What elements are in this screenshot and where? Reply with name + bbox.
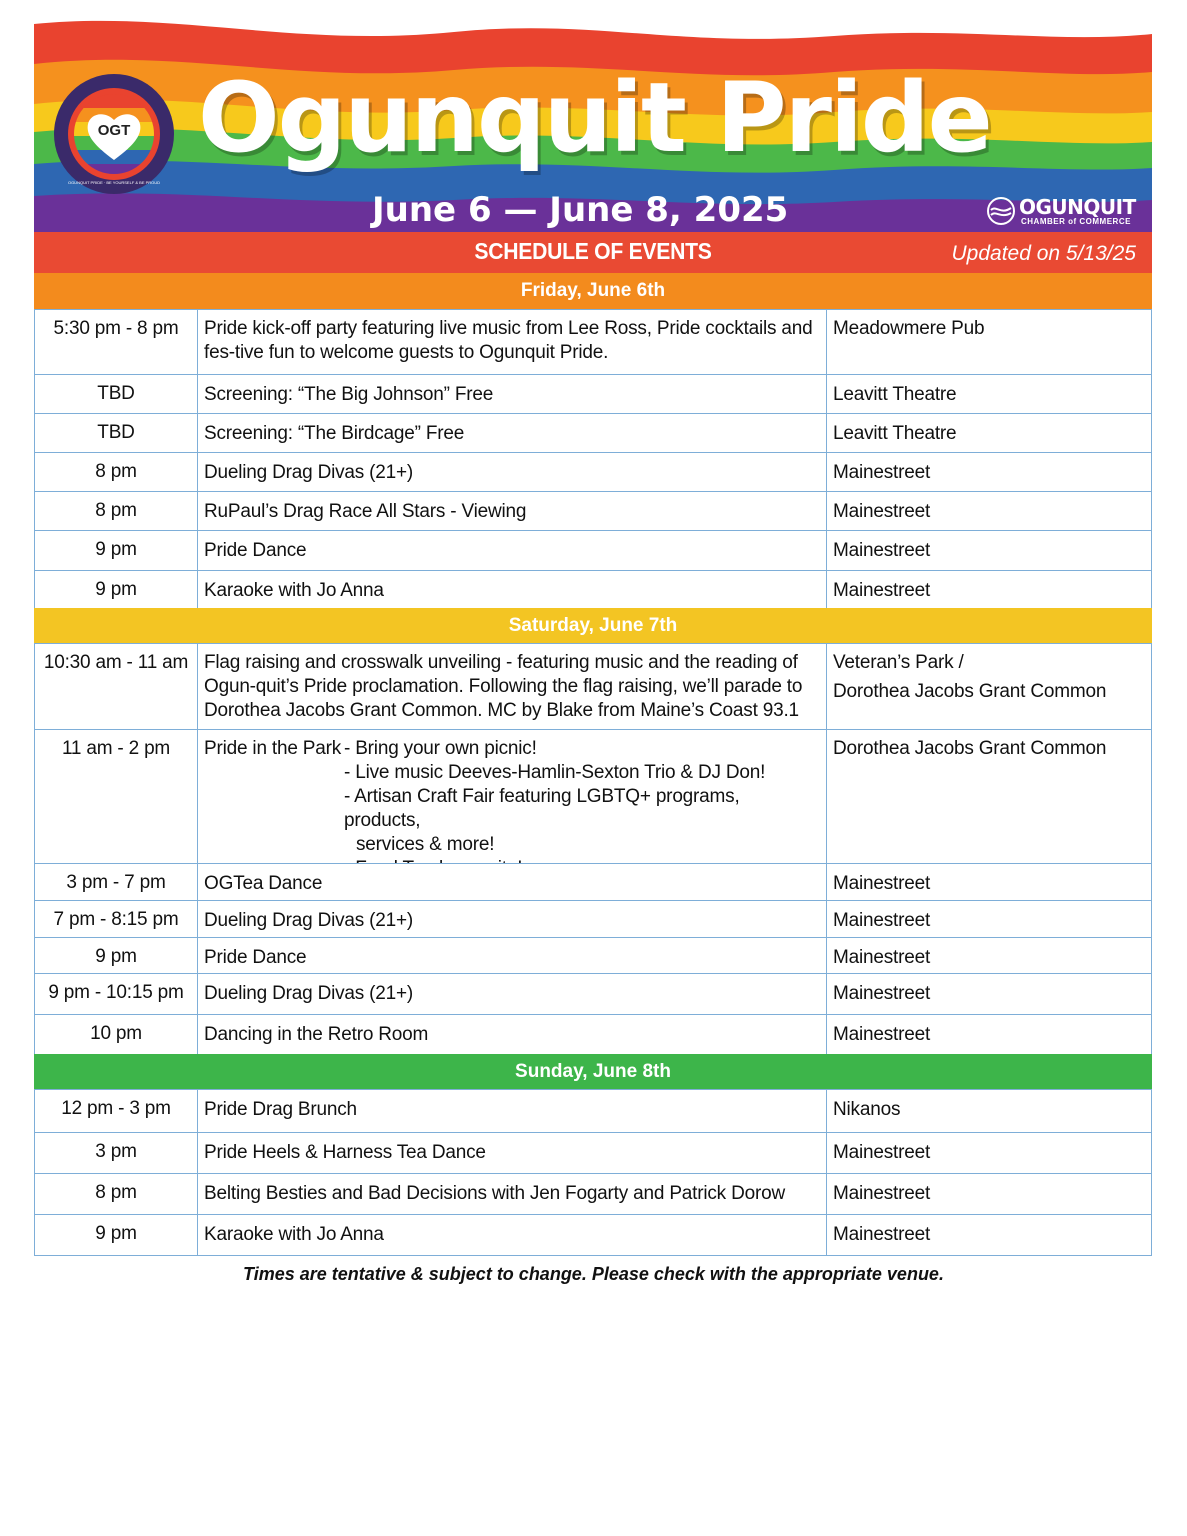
day-header-sunday: Sunday, June 8th (34, 1054, 1152, 1090)
event-time: 9 pm (35, 938, 198, 973)
event-venue: Leavitt Theatre (833, 423, 957, 444)
table-row (34, 452, 1152, 492)
table-row (34, 530, 1152, 571)
event-venue: Mainestreet (833, 540, 931, 561)
event-time: 9 pm (35, 1215, 198, 1255)
event-time: 5:30 pm - 8 pm (35, 310, 198, 374)
list-item: services & more! (356, 834, 495, 855)
table-row (34, 570, 1152, 609)
event-venue: Mainestreet (833, 1224, 931, 1245)
event-time: 9 pm (35, 571, 198, 608)
page-title: Ogunquit Pride (198, 62, 991, 174)
event-description: Karaoke with Jo Anna (198, 1215, 827, 1255)
event-description: Dueling Drag Divas (21+) (198, 974, 827, 1014)
event-description: Pride kick-off party featuring live music from Lee Ross, Pride cocktails and fes-tive fun to welcome guests to Ogunquit Pride. (198, 310, 827, 374)
event-time: 9 pm - 10:15 pm (35, 974, 198, 1014)
event-description: Flag raising and crosswalk unveiling - featuring music and the reading of Ogun-quit’s Pride proclamation. Following the flag raising, we’ll parade to Dorothea Jacobs Grant Common. MC by Blake from Maine’s Coast 93.1 (198, 644, 827, 729)
table-row (34, 1173, 1152, 1215)
event-time: 3 pm - 7 pm (35, 864, 198, 900)
disclaimer: Times are tentative & subject to change. Please check with the appropriate venue. (243, 1264, 944, 1284)
event-dates: June 6 — June 8, 2025 (372, 190, 789, 230)
list-item: - Artisan Craft Fair featuring LGBTQ+ programs, products, (344, 786, 740, 831)
event-items (344, 737, 818, 863)
venue-line: Veteran’s Park / (833, 652, 964, 673)
chamber-logo (987, 195, 1145, 229)
table-row (34, 643, 1152, 730)
event-description: RuPaul’s Drag Race All Stars - Viewing (198, 492, 827, 530)
wave-icon (987, 197, 1015, 225)
table-row (34, 937, 1152, 974)
logo-ring-text: OGUNQUIT PRIDE · BE YOURSELF & BE PROUD (67, 180, 161, 185)
event-venue: Mainestreet (833, 1142, 931, 1163)
list-item: - Bring your own picnic! (344, 738, 537, 759)
event-time: 8 pm (35, 492, 198, 530)
event-venue: Mainestreet (833, 947, 931, 968)
event-venue: Mainestreet (833, 1183, 931, 1204)
venue-line: Dorothea Jacobs Grant Common (833, 681, 1107, 702)
event-description (198, 730, 827, 863)
event-venue: Mainestreet (833, 910, 931, 931)
chamber-subtitle: CHAMBER of COMMERCE (1021, 217, 1131, 226)
event-venue: Mainestreet (833, 1024, 931, 1045)
table-row (34, 1132, 1152, 1174)
event-time: 12 pm - 3 pm (35, 1090, 198, 1132)
event-venue: Dorothea Jacobs Grant Common (833, 738, 1107, 759)
event-time: TBD (35, 375, 198, 413)
event-description: Karaoke with Jo Anna (198, 571, 827, 608)
schedule-header (34, 232, 1152, 273)
logo-center-text: OGT (97, 122, 131, 139)
event-venue (827, 644, 1151, 729)
event-time: 11 am - 2 pm (35, 730, 198, 863)
event-description: Pride Heels & Harness Tea Dance (198, 1133, 827, 1173)
event-time: 7 pm - 8:15 pm (35, 901, 198, 937)
event-venue: Nikanos (833, 1099, 901, 1120)
table-row (34, 729, 1152, 864)
event-time: 9 pm (35, 531, 198, 570)
table-row (34, 1214, 1152, 1256)
schedule-title: SCHEDULE OF EVENTS (474, 238, 712, 264)
event-time: 3 pm (35, 1133, 198, 1173)
event-venue: Mainestreet (833, 580, 931, 601)
event-venue: Mainestreet (833, 462, 931, 483)
event-description: Pride Dance (198, 531, 827, 570)
table-row (34, 863, 1152, 901)
chamber-name: OGUNQUIT (1019, 195, 1136, 219)
event-venue: Leavitt Theatre (833, 384, 957, 405)
event-description: Pride Drag Brunch (198, 1090, 827, 1132)
event-label: Pride in the Park (204, 738, 342, 759)
event-time: 8 pm (35, 453, 198, 491)
table-row (34, 491, 1152, 531)
event-venue: Mainestreet (833, 983, 931, 1004)
event-venue: Meadowmere Pub (833, 318, 985, 339)
event-description: Dueling Drag Divas (21+) (198, 453, 827, 491)
day-header-friday: Friday, June 6th (34, 273, 1152, 309)
event-time: 10:30 am - 11 am (35, 644, 198, 729)
table-row (34, 900, 1152, 938)
event-description: Screening: “The Big Johnson” Free (198, 375, 827, 413)
table-row (34, 374, 1152, 414)
table-row (34, 1089, 1152, 1133)
updated-date: Updated on 5/13/25 (951, 242, 1136, 265)
event-time: TBD (35, 414, 198, 452)
list-item: - Live music Deeves-Hamlin-Sexton Trio & DJ Don! (344, 762, 766, 783)
table-row (34, 973, 1152, 1015)
event-time: 8 pm (35, 1174, 198, 1214)
table-row (34, 1014, 1152, 1055)
event-description: Belting Besties and Bad Decisions with Jen Fogarty and Patrick Dorow (198, 1174, 827, 1214)
event-venue: Mainestreet (833, 873, 931, 894)
event-venue: Mainestreet (833, 501, 931, 522)
event-description: Screening: “The Birdcage” Free (198, 414, 827, 452)
table-row (34, 309, 1152, 375)
day-header-saturday: Saturday, June 7th (34, 608, 1152, 644)
event-description: Pride Dance (198, 938, 827, 973)
event-time: 10 pm (35, 1015, 198, 1054)
event-description: OGTea Dance (198, 864, 827, 900)
event-description: Dueling Drag Divas (21+) (198, 901, 827, 937)
event-description: Dancing in the Retro Room (198, 1015, 827, 1054)
table-row (34, 413, 1152, 453)
